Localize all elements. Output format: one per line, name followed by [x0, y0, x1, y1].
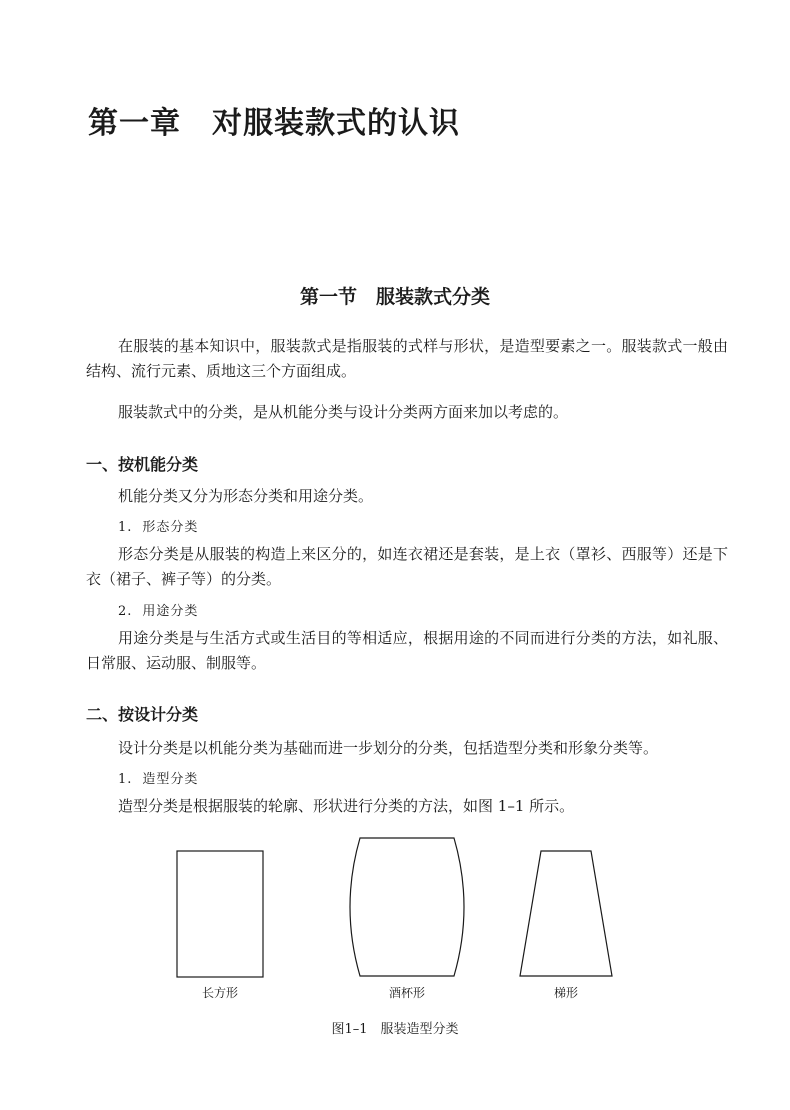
subheading-text: 形态分类 [142, 520, 199, 535]
subheading-text: 造型分类 [142, 772, 199, 787]
trapezoid-label: 梯形 [553, 986, 578, 1000]
rectangle-silhouette [177, 851, 263, 977]
subheading-number: 1. [118, 772, 133, 787]
intro-paragraph-1: 在服装的基本知识中，服装款式是指服装的式样与形状，是造型要素之一。服装款式一般由结构、流行元素、质地这三个方面组成。 [86, 337, 728, 380]
subheading-number: 2. [118, 604, 133, 619]
functional-paragraph-1: 机能分类又分为形态分类和用途分类。 [118, 487, 374, 505]
subheading-text: 用途分类 [142, 604, 199, 619]
heading-design-classification: 二、按设计分类 [86, 705, 199, 724]
goblet-label: 酒杯形 [388, 986, 425, 1000]
design-paragraph-2: 造型分类是根据服装的轮廓、形状进行分类的方法，如图 1–1 所示。 [118, 797, 575, 815]
rectangle-label: 长方形 [201, 986, 238, 1000]
heading-functional-classification: 一、按机能分类 [86, 455, 199, 474]
functional-paragraph-3: 用途分类是与生活方式或生活目的等相适应，根据用途的不同而进行分类的方法，如礼服、日常服、运动服、制服等。 [86, 629, 728, 672]
section-title: 第一节 服装款式分类 [299, 286, 490, 308]
subheading-number: 1. [118, 520, 133, 535]
goblet-silhouette [350, 838, 464, 976]
figure-caption: 图1–1 服装造型分类 [331, 1022, 459, 1037]
design-paragraph-1: 设计分类是以机能分类为基础而进一步划分的分类，包括造型分类和形象分类等。 [118, 739, 659, 757]
functional-paragraph-2: 形态分类是从服装的构造上来区分的，如连衣裙还是套装，是上衣（罩衫、西服等）还是下衣（裙子、裤子等）的分类。 [86, 545, 728, 588]
subheading-shape-classification [118, 768, 198, 787]
trapezoid-silhouette [520, 851, 612, 976]
subheading-usage-classification [118, 600, 198, 619]
silhouette-figure [0, 830, 790, 1000]
subheading-form-classification [118, 516, 198, 535]
chapter-title: 第一章 对服装款式的认识 [88, 106, 460, 141]
intro-paragraph-2: 服装款式中的分类，是从机能分类与设计分类两方面来加以考虑的。 [118, 403, 569, 421]
